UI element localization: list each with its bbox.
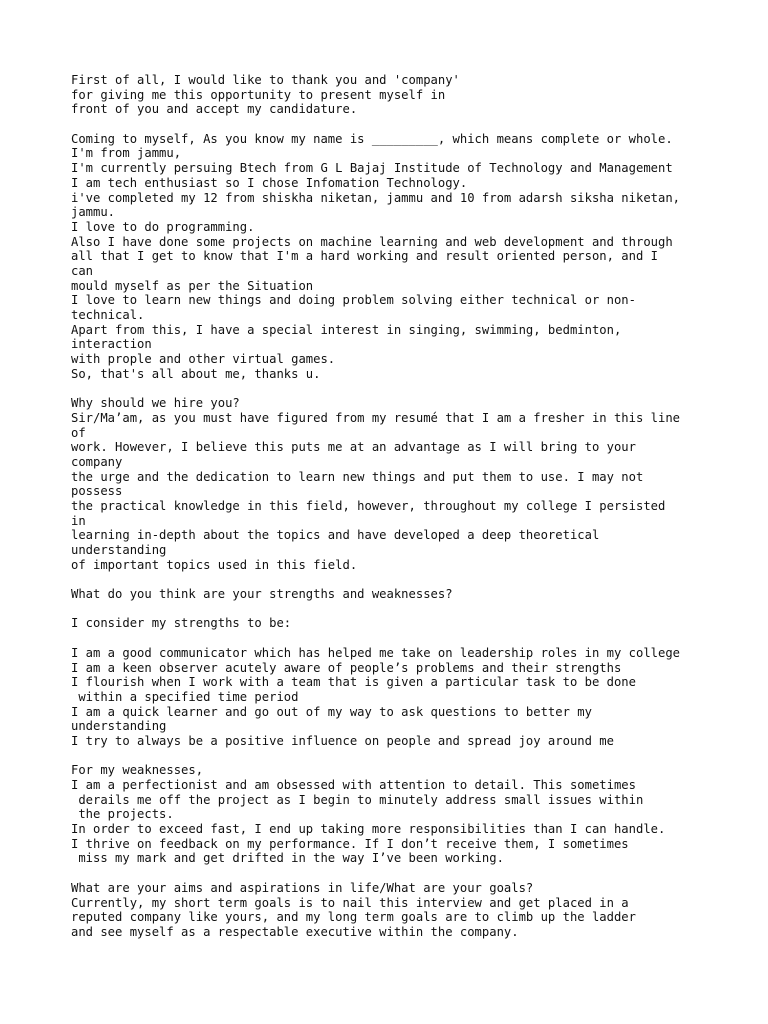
blank-line — [71, 572, 731, 587]
text-line: Apart from this, I have a special interest in singing, swimming, bedminton, — [71, 322, 622, 337]
text-line: understanding — [71, 719, 167, 734]
text-line: I try to always be a positive influence on people and spread joy around me — [71, 733, 614, 748]
document-body — [71, 73, 731, 940]
text-line: learning in-depth about the topics and have developed a deep theoretical — [71, 528, 600, 543]
text-line: of important topics used in this field. — [71, 557, 358, 572]
blank-line — [71, 631, 731, 646]
text-line: I'm from jammu, — [71, 146, 182, 161]
blank-line — [71, 749, 731, 764]
text-line: I love to learn new things and doing problem solving either technical or non- — [71, 293, 636, 308]
text-line: all that I get to know that I'm a hard working and result oriented person, and I — [71, 249, 658, 264]
blank-line — [71, 866, 731, 881]
text-line: I am a keen observer acutely aware of people’s problems and their strengths — [71, 660, 622, 675]
text-line: technical. — [71, 308, 145, 322]
text-line: i've completed my 12 from shiskha niketan, jammu and 10 from adarsh siksha niketan, — [71, 190, 681, 205]
text-line: I thrive on feedback on my performance. If I don’t receive them, I sometimes — [71, 836, 629, 851]
text-line: mould myself as per the Situation — [71, 278, 314, 293]
blank-line — [71, 602, 731, 617]
text-line: front of you and accept my candidature. — [71, 102, 358, 117]
text-line: of — [71, 425, 86, 440]
text-line: I'm currently persuing Btech from G L Bajaj Institude of Technology and Management — [71, 161, 673, 176]
text-line: I love to do programming. — [71, 219, 255, 234]
text-line: Why should we hire you? — [71, 396, 240, 411]
text-line: understanding — [71, 543, 167, 557]
text-line: I am a perfectionist and am obsessed with attention to detail. This sometimes — [71, 778, 636, 792]
text-line: I consider my strengths to be: — [71, 616, 292, 631]
text-line: in — [71, 513, 86, 528]
blank-line — [71, 117, 731, 132]
text-line: for giving me this opportunity to present myself in — [71, 87, 446, 102]
text-line: I am a good communicator which has helped me take on leadership roles in my college — [71, 645, 681, 660]
text-line: So, that's all about me, thanks u. — [71, 366, 321, 381]
text-line: work. However, I believe this puts me at an advantage as I will bring to your — [71, 440, 636, 455]
text-line: within a specified time period — [71, 689, 299, 704]
text-line: interaction — [71, 337, 152, 352]
text-line: reputed company like yours, and my long term goals are to climb up the ladder — [71, 910, 636, 925]
text-line: the practical knowledge in this field, however, throughout my college I persisted — [71, 498, 666, 513]
text-line: In order to exceed fast, I end up taking more responsibilities than I can handle. — [71, 822, 666, 837]
text-line: I am tech enthusiast so I chose Infomation Technology. — [71, 175, 468, 190]
text-line: Sir/Ma’am, as you must have figured from my resumé that I am a fresher in this line — [71, 410, 681, 425]
blank-line — [71, 381, 731, 396]
text-line: What are your aims and aspirations in life/What are your goals? — [71, 880, 534, 895]
text-line: I flourish when I work with a team that is given a particular task to be done — [71, 675, 636, 690]
text-line: I am a quick learner and go out of my way to ask questions to better my — [71, 704, 592, 719]
text-line: miss my mark and get drifted in the way I’ve been working. — [71, 851, 504, 866]
text-line: Currently, my short term goals is to nail this interview and get placed in a — [71, 895, 629, 910]
text-line: the projects. — [71, 807, 174, 822]
text-line: derails me off the project as I begin to minutely address small issues within — [71, 792, 644, 807]
text-line: can — [71, 263, 94, 278]
text-line: What do you think are your strengths and weaknesses? — [71, 587, 453, 602]
text-line: the urge and the dedication to learn new things and put them to use. I may not — [71, 469, 644, 484]
text-line: jammu. — [71, 205, 116, 220]
text-line: possess — [71, 484, 123, 499]
text-line: and see myself as a respectable executive within the company. — [71, 924, 519, 939]
text-line: Coming to myself, As you know my name is _________, which means complete or whole. — [71, 131, 673, 146]
text-line: For my weaknesses, — [71, 763, 204, 778]
text-line: company — [71, 454, 123, 469]
text-line: First of all, I would like to thank you and 'company' — [71, 73, 460, 87]
text-line: with prople and other virtual games. — [71, 352, 336, 367]
text-line: Also I have done some projects on machine learning and web development and through — [71, 234, 673, 249]
